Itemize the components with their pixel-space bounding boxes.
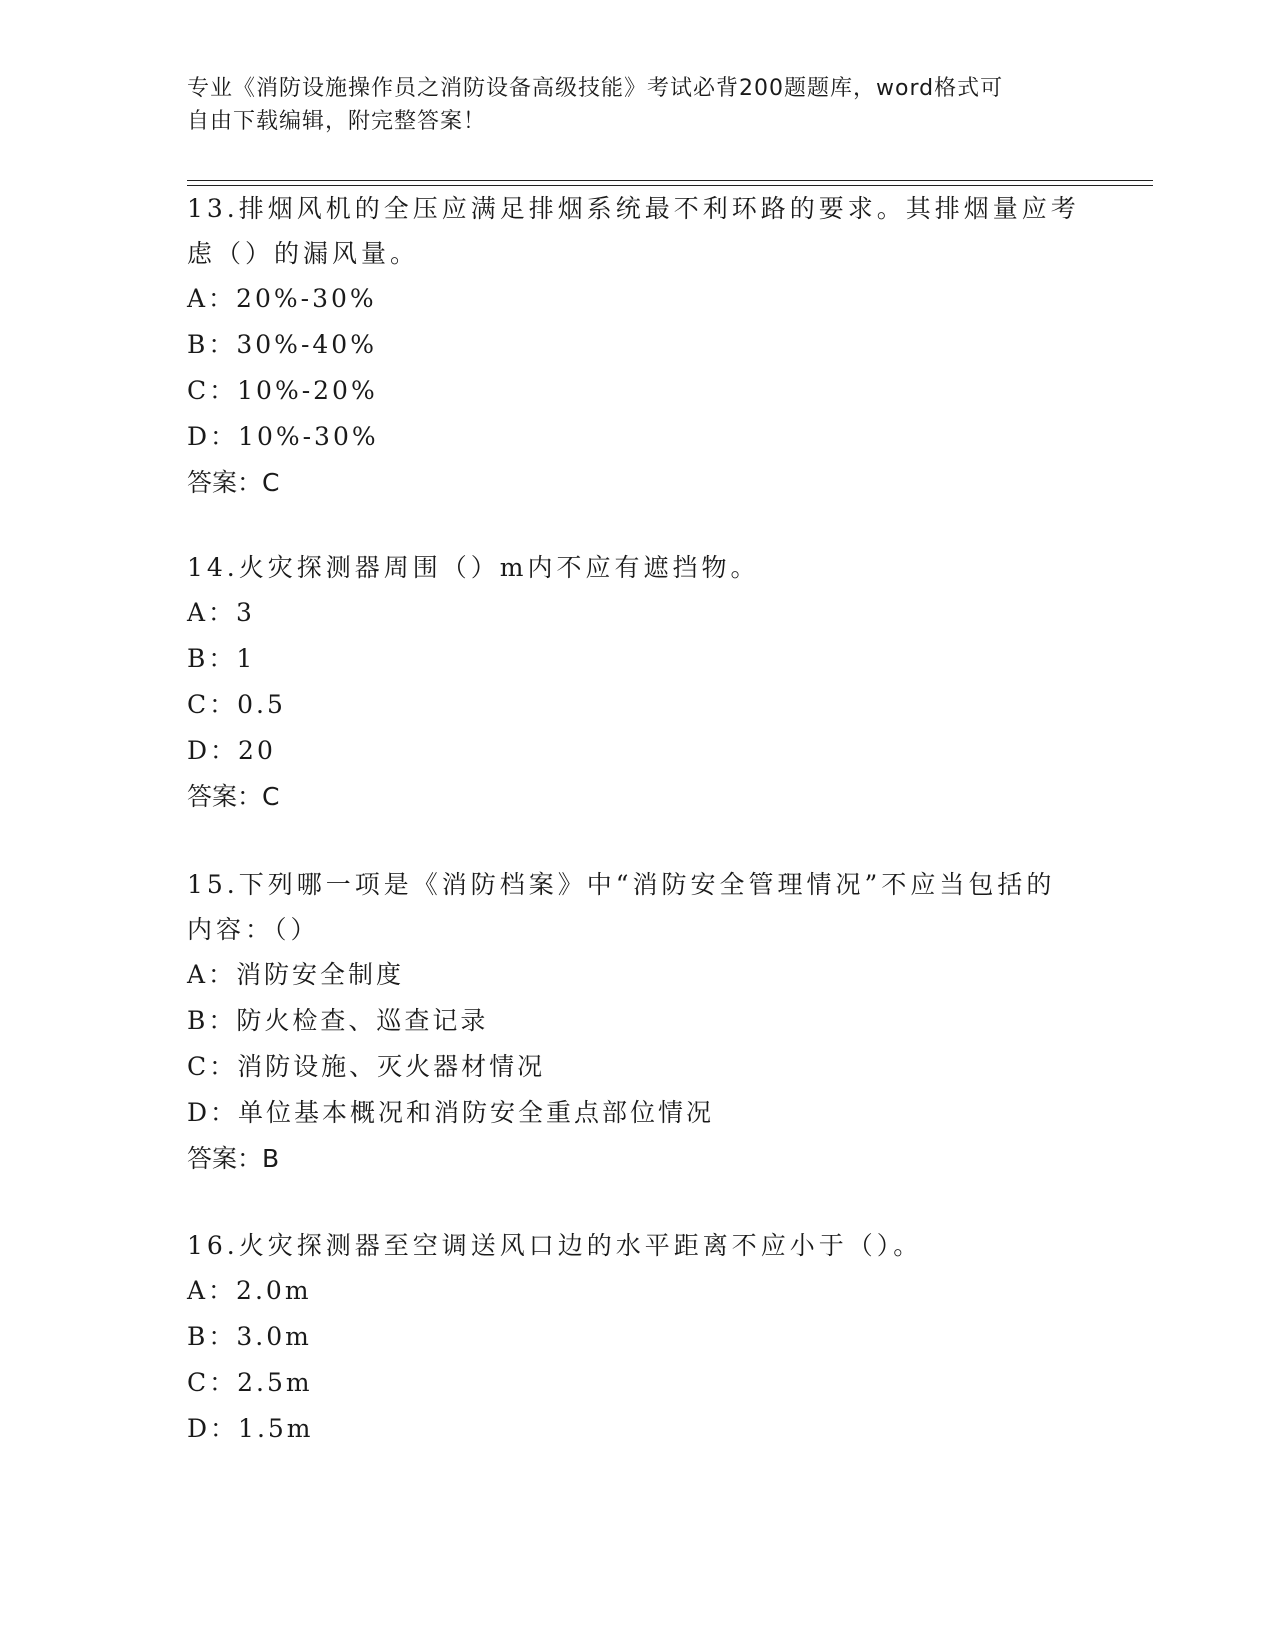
question-14 xyxy=(187,545,1087,820)
header-divider-top xyxy=(187,180,1153,181)
option-c: C：0.5 xyxy=(187,690,286,719)
question-stem-line-1: 15.下列哪一项是《消防档案》中“消防安全管理情况”不应当包括的 xyxy=(187,870,1056,899)
option-c: C：2.5m xyxy=(187,1368,313,1397)
option-d: D：1.5m xyxy=(187,1414,314,1443)
question-16 xyxy=(187,1223,1087,1452)
question-stem-line-1: 13.排烟风机的全压应满足排烟系统最不利环路的要求。其排烟量应考 xyxy=(187,194,1080,223)
option-d: D：10%-30% xyxy=(187,422,379,451)
question-stem-line-1: 16.火灾探测器至空调送风口边的水平距离不应小于（）。 xyxy=(187,1231,923,1260)
document-header xyxy=(187,72,1067,138)
option-b: B：30%-40% xyxy=(187,330,377,359)
header-line-2: 自由下载编辑，附完整答案！ xyxy=(187,109,487,134)
option-d: D：20 xyxy=(187,736,276,765)
question-15 xyxy=(187,862,1087,1182)
question-stem-line-2: 虑（）的漏风量。 xyxy=(187,239,420,268)
answer-label: 答案：C xyxy=(187,782,280,811)
question-13 xyxy=(187,186,1087,506)
option-a: A：20%-30% xyxy=(187,284,377,313)
option-b: B：1 xyxy=(187,644,256,673)
answer-label: 答案：B xyxy=(187,1144,280,1173)
option-a: A：消防安全制度 xyxy=(187,960,405,989)
option-c: C：消防设施、灭火器材情况 xyxy=(187,1052,546,1081)
option-d: D：单位基本概况和消防安全重点部位情况 xyxy=(187,1098,715,1127)
header-line-1: 专业《消防设施操作员之消防设备高级技能》考试必背200题题库，word格式可 xyxy=(187,76,1004,101)
question-stem-line-2: 内容：（） xyxy=(187,915,320,944)
option-a: A：2.0m xyxy=(187,1276,312,1305)
option-b: B：3.0m xyxy=(187,1322,312,1351)
answer-label: 答案：C xyxy=(187,468,280,497)
option-c: C：10%-20% xyxy=(187,376,378,405)
question-stem-line-1: 14.火灾探测器周围（）m内不应有遮挡物。 xyxy=(187,553,760,582)
option-b: B：防火检查、巡查记录 xyxy=(187,1006,489,1035)
option-a: A：3 xyxy=(187,598,255,627)
